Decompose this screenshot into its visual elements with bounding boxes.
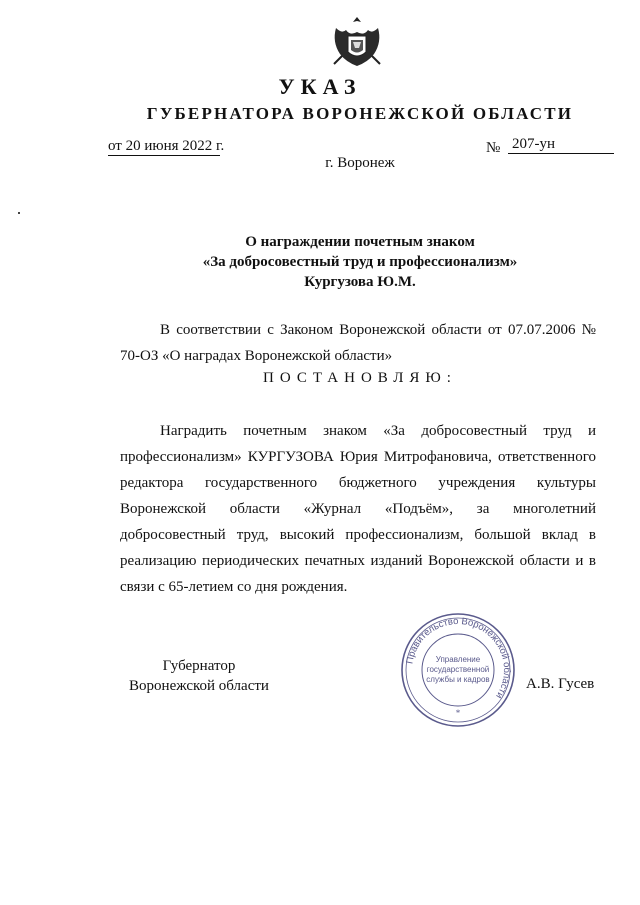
signatory-position — [124, 656, 274, 696]
stamp-ring-text: Правительство Воронежской области — [404, 615, 513, 701]
margin-mark — [18, 212, 20, 214]
document-city: г. Воронеж — [325, 155, 395, 171]
stamp-center-line: государственной — [426, 665, 490, 674]
position-line: Воронежской области — [129, 678, 269, 694]
heading-line: О награждении почетным знаком — [245, 234, 475, 250]
stamp-center-line: Управление — [435, 655, 481, 664]
stamp-center-line: службы и кадров — [426, 675, 490, 684]
star-icon: * — [455, 708, 461, 718]
heading-line: Кургузова Ю.М. — [304, 274, 416, 290]
document-title: УКАЗ — [278, 74, 362, 99]
position-line: Губернатор — [162, 658, 236, 674]
number-label: № — [486, 140, 501, 156]
document-number: 207-ун — [508, 136, 614, 154]
signatory-name: А.В. Гусев — [526, 676, 595, 692]
official-stamp — [398, 610, 518, 730]
document-date: от 20 июня 2022 г. — [108, 138, 225, 154]
preamble-paragraph: В соответствии с Законом Воронежской области от 07.07.2006 № 70-ОЗ «О наградах Воронежской области» — [120, 322, 596, 364]
document-heading — [120, 232, 600, 292]
coat-of-arms-icon — [328, 14, 386, 72]
heading-line: «За добросовестный труд и профессионализм» — [202, 254, 518, 270]
award-paragraph: Наградить почетным знаком «За добросовестный труд и профессионализм» КУРГУЗОВА Юрия Митрофановича, ответственного редактора государственного бюджетного учреждения культуры Воронежской области «Журнал «Подъём», за многолетний добросовестный труд, высокий профессионализм, большой вклад в реализацию периодических печатных изданий Воронежской области и в связи с 65-летием со дня рождения. — [120, 423, 596, 595]
decree-word: ПОСТАНОВЛЯЮ: — [263, 370, 457, 386]
document-subtitle: ГУБЕРНАТОРА ВОРОНЕЖСКОЙ ОБЛАСТИ — [146, 104, 574, 123]
